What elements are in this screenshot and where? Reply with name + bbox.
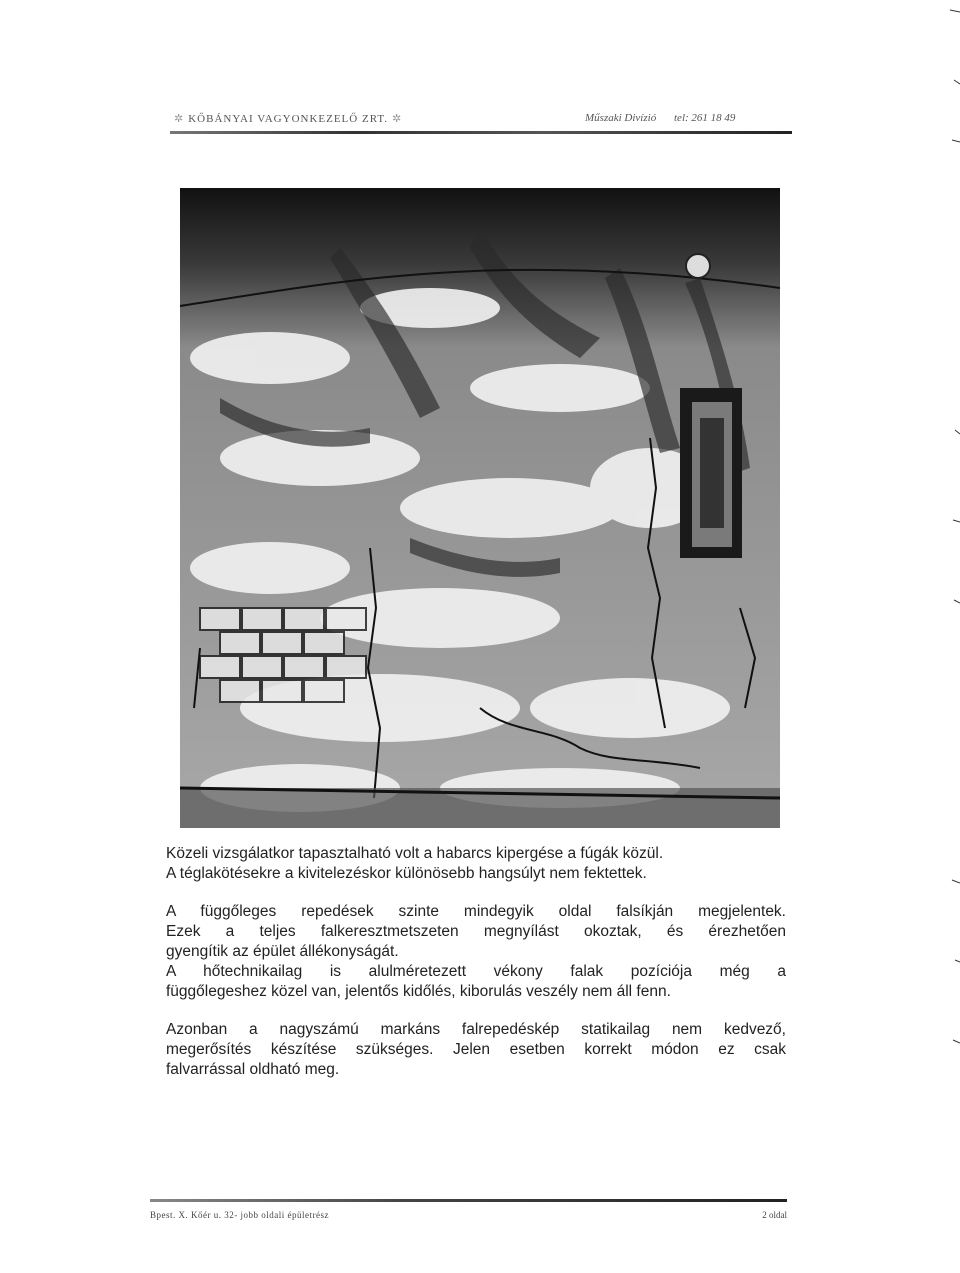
scan-edge-marks [946,0,960,1273]
star-icon: ✲ [174,113,185,125]
wall-photo [180,188,780,828]
page-footer [150,1210,787,1224]
text-line: Azonban a nagyszámú markáns falrepedéskép statikailag nem kedvező, [166,1021,786,1038]
text-line: függőlegeshez közel van, jelentős kidőlés, kiborulás veszély nem áll fenn. [166,983,671,1000]
footer-rule [150,1199,787,1202]
wall-photo-image [180,188,780,828]
text-line: A téglakötésekre a kivitelezéskor különösebb hangsúlyt nem fektettek. [166,865,647,882]
star-icon: ✲ [392,113,403,125]
text-line: Ezek a teljes falkeresztmetszeten megnyílást okoztak, és érezhetően [166,923,786,940]
paragraph-2 [166,902,786,1002]
company-name: ✲ KŐBÁNYAI VAGYONKEZELŐ ZRT. ✲ [174,113,403,125]
text-line: A hőtechnikailag is alulméretezett vékony falak pozíciója még a [166,963,786,980]
phone-number: tel: 261 18 49 [674,112,736,124]
paragraph-3 [166,1020,786,1080]
text-line: Közeli vizsgálatkor tapasztalható volt a habarcs kipergése a fúgák közül. [166,845,664,862]
page-number: 2 oldal [762,1210,787,1220]
header-rule [170,131,792,134]
division-name: Műszaki Divízió [585,112,657,124]
text-line: megerősítés készítése szükséges. Jelen esetben korrekt módon ez csak [166,1041,786,1058]
text-line: A függőleges repedések szinte mindegyik oldal falsíkján megjelentek. [166,903,786,920]
paragraph-1 [166,844,786,884]
text-line: gyengítik az épület állékonyságát. [166,943,399,960]
text-line: falvarrással oldható meg. [166,1061,340,1078]
body-text [166,844,786,1098]
footer-address: Bpest. X. Kőér u. 32- jobb oldali épületrész [150,1210,329,1220]
page-header [170,112,790,132]
